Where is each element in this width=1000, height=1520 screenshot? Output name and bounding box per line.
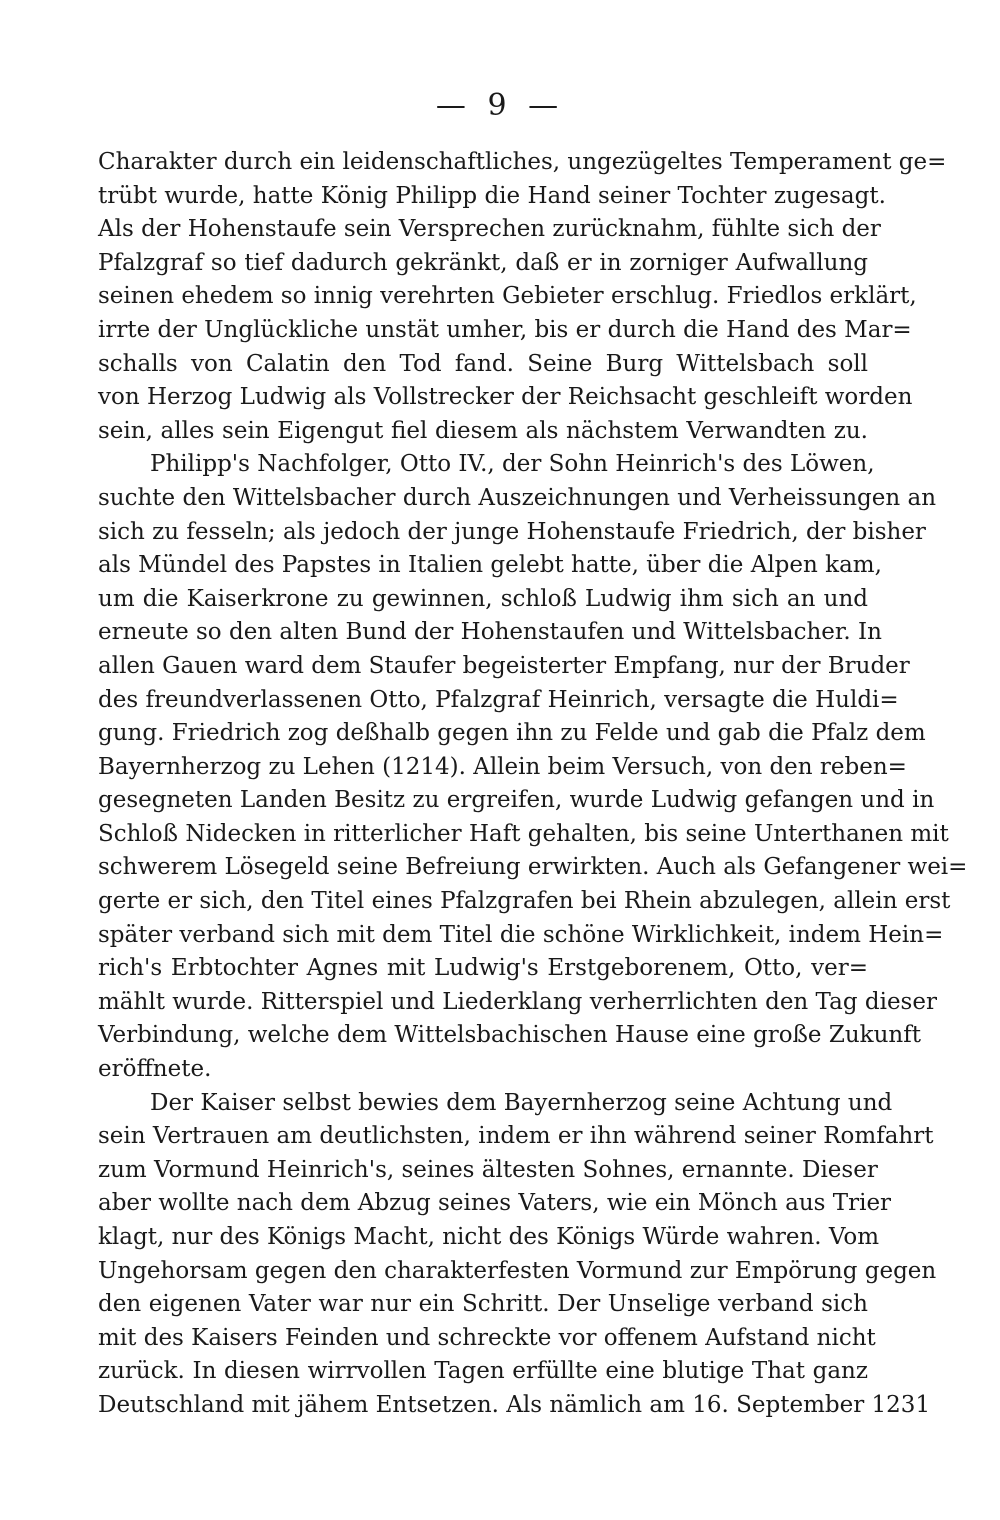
text-line: als Mündel des Papstes in Italien gelebt hatte, über die Alpen kam, bbox=[98, 552, 882, 579]
text-line: gerte er sich, den Titel eines Pfalzgrafen bei Rhein abzulegen, allein erst bbox=[98, 888, 951, 915]
text-line: erneute so den alten Bund der Hohenstaufen und Wittelsbacher. In bbox=[98, 619, 882, 646]
text-line: den eigenen Vater war nur ein Schritt. Der Unselige verband sich bbox=[98, 1291, 868, 1318]
text-line: von Herzog Ludwig als Vollstrecker der Reichsacht geschleift worden bbox=[98, 384, 913, 411]
text-line: gung. Friedrich zog deßhalb gegen ihn zu Felde und gab die Pfalz dem bbox=[98, 720, 926, 747]
text-line: Philipp's Nachfolger, Otto IV., der Sohn Heinrich's des Löwen, bbox=[150, 451, 875, 478]
text-line: mählt wurde. Ritterspiel und Liederklang verherrlichten den Tag dieser bbox=[98, 988, 937, 1015]
text-line: zum Vormund Heinrich's, seines ältesten Sohnes, ernannte. Dieser bbox=[98, 1156, 878, 1183]
text-line: Deutschland mit jähem Entsetzen. Als nämlich am 16. September 1231 bbox=[98, 1391, 931, 1418]
text-line: Verbindung, welche dem Wittelsbachischen Hause eine große Zukunft bbox=[98, 1022, 921, 1049]
text-line: irrte der Unglückliche unstät umher, bis er durch die Hand des Mar= bbox=[98, 316, 912, 343]
text-line: Bayernherzog zu Lehen (1214). Allein beim Versuch, von den reben= bbox=[98, 753, 907, 780]
text-line: Schloß Nidecken in ritterlicher Haft gehalten, bis seine Unterthanen mit bbox=[98, 820, 949, 847]
page-number: — 9 — bbox=[435, 88, 565, 123]
text-line: sich zu fesseln; als jedoch der junge Hohenstaufe Friedrich, der bisher bbox=[98, 518, 926, 545]
text-line: trübt wurde, hatte König Philipp die Hand seiner Tochter zugesagt. bbox=[98, 182, 886, 209]
text-line: sein, alles sein Eigengut fiel diesem als nächstem Verwandten zu. bbox=[98, 417, 868, 444]
text-line: Der Kaiser selbst bewies dem Bayernherzog seine Achtung und bbox=[150, 1089, 893, 1116]
body-text bbox=[98, 146, 968, 1423]
text-line: des freundverlassenen Otto, Pfalzgraf Heinrich, versagte die Huldi= bbox=[98, 686, 899, 713]
text-line: rich's Erbtochter Agnes mit Ludwig's Erstgeborenem, Otto, ver= bbox=[98, 955, 868, 982]
text-line: suchte den Wittelsbacher durch Auszeichnungen und Verheissungen an bbox=[98, 484, 937, 511]
text-line: um die Kaiserkrone zu gewinnen, schloß Ludwig ihm sich an und bbox=[98, 585, 868, 612]
text-line: Als der Hohenstaufe sein Versprechen zurücknahm, fühlte sich der bbox=[98, 216, 881, 243]
text-line: gesegneten Landen Besitz zu ergreifen, wurde Ludwig gefangen und in bbox=[98, 787, 935, 814]
text-line: schwerem Lösegeld seine Befreiung erwirkten. Auch als Gefangener wei= bbox=[98, 854, 968, 881]
text-line: später verband sich mit dem Titel die schöne Wirklichkeit, indem Hein= bbox=[98, 921, 944, 948]
text-line: Pfalzgraf so tief dadurch gekränkt, daß er in zorniger Aufwallung bbox=[98, 249, 868, 276]
text-line: Ungehorsam gegen den charakterfesten Vormund zur Empörung gegen bbox=[98, 1257, 937, 1284]
text-line: allen Gauen ward dem Staufer begeisterter Empfang, nur der Bruder bbox=[98, 652, 910, 679]
text-line: schalls von Calatin den Tod fand. Seine Burg Wittelsbach soll bbox=[98, 350, 868, 377]
text-line: sein Vertrauen am deutlichsten, indem er ihn während seiner Romfahrt bbox=[98, 1123, 934, 1150]
text-line: mit des Kaisers Feinden und schreckte vor offenem Aufstand nicht bbox=[98, 1324, 876, 1351]
text-line: klagt, nur des Königs Macht, nicht des Königs Würde wahren. Vom bbox=[98, 1224, 880, 1250]
text-line: seinen ehedem so innig verehrten Gebieter erschlug. Friedlos erklärt, bbox=[98, 283, 917, 310]
text-line: eröffnete. bbox=[98, 1056, 212, 1083]
text-line: aber wollte nach dem Abzug seines Vaters, wie ein Mönch aus Trier bbox=[98, 1190, 892, 1217]
text-line: Charakter durch ein leidenschaftliches, ungezügeltes Temperament ge= bbox=[98, 149, 947, 175]
text-line: zurück. In diesen wirrvollen Tagen erfüllte eine blutige That ganz bbox=[98, 1358, 868, 1385]
